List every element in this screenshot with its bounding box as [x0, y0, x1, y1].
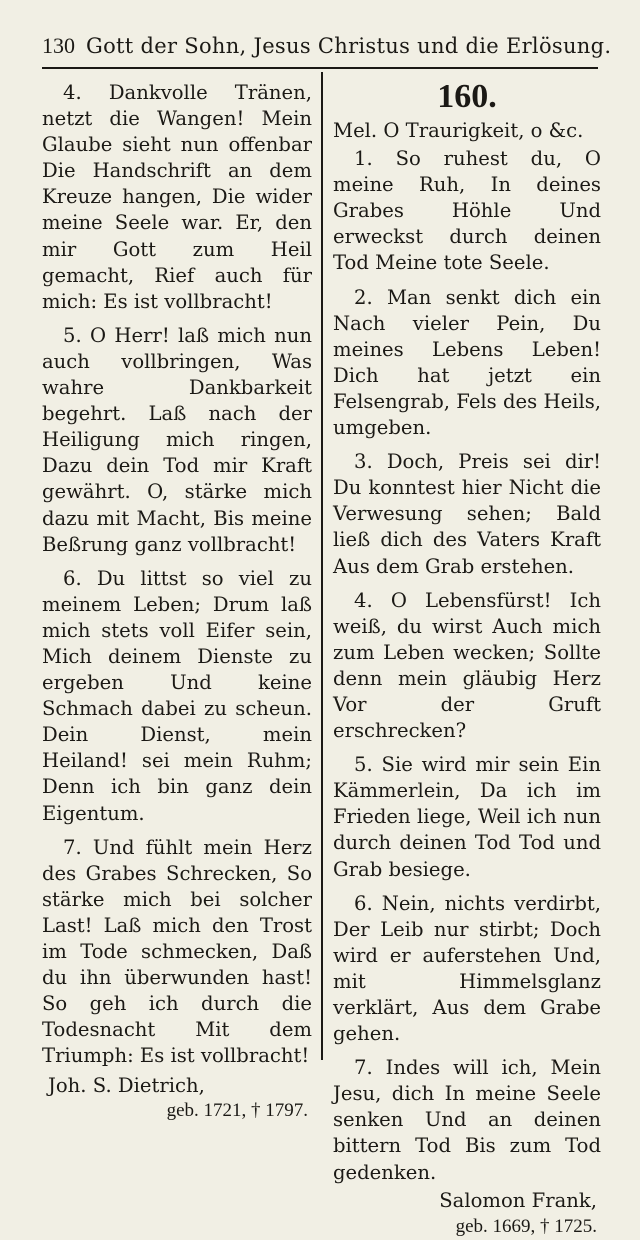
author-attribution [42, 1073, 312, 1123]
hymn-verse-2: 2. Man senkt dich ein Nach vieler Pein, Du meines Lebens Leben! Dich hat jetzt ein Felsengrab, Fels des Heils, umgeben. [333, 285, 601, 440]
hymn-attribution [333, 1186, 601, 1240]
header-rule [42, 67, 598, 69]
verse-7: 7. Und fühlt mein Herz des Grabes Schrecken, So stärke mich bei solcher Last! Laß mich den Trost im Tode schmecken, Daß du ihn überwunden hast! So geh ich durch die Todesnacht Mit dem Triumph: Es ist vollbracht! [42, 835, 312, 1068]
author-dates: geb. 1721, † 1797. [166, 1100, 308, 1122]
hymn-verse-6: 6. Nein, nichts verdirbt, Der Leib nur stirbt; Doch wird er auferstehen Und, mit Himmelsglanz verklärt, Aus dem Grabe gehen. [333, 891, 601, 1046]
verse-6: 6. Du littst so viel zu meinem Leben; Drum laß mich stets voll Eifer sein, Mich deinem Dienste zu ergeben Und keine Schmach dabei zu scheun. Dein Dienst, mein Heiland! sei mein Ruhm; Denn ich bin ganz dein Eigentum. [42, 566, 312, 825]
hymn-verse-4: 4. O Lebensfürst! Ich weiß, du wirst Auch mich zum Leben wecken; Sollte denn mein gläubig Herz Vor der Gruft erschrecken? [333, 588, 601, 743]
author-name: Joh. S. Dietrich, [48, 1074, 205, 1098]
page-number: 130 [42, 33, 75, 58]
left-column [42, 80, 312, 1123]
hymn-number: 160. [437, 78, 497, 115]
page-header [42, 30, 612, 62]
hymn-verse-1: 1. So ruhest du, O meine Ruh, In deines Grabes Höhle Und erweckst durch deinen Tod Meine tote Seele. [333, 147, 601, 275]
hymn-author-name: Salomon Frank, [439, 1188, 597, 1212]
verse-5: 5. O Herr! laß mich nun auch vollbringen, Was wahre Dankbarkeit begehrt. Laß nach der Heiligung mich ringen, Dazu dein Tod mir Kraft gewährt. O, stärke mich dazu mit Macht, Bis meine Beßrung ganz vollbracht! [42, 323, 312, 556]
verse-4: 4. Dankvolle Tränen, netzt die Wangen! Mein Glaube sieht nun offenbar Die Handschrift an dem Kreuze hangen, Die wider meine Seele war. Er, den mir Gott zum Heil gemacht, Rief auch für mich: Es ist vollbracht! [42, 81, 312, 313]
running-title: Gott der Sohn, Jesus Christus und die Erlösung. [86, 34, 612, 58]
column-divider [321, 72, 323, 1060]
melody-line: Mel. O Traurigkeit, o &c. [333, 119, 584, 142]
hymn-author-dates: geb. 1669, † 1725. [455, 1215, 597, 1237]
right-column [333, 80, 601, 1240]
hymn-verse-3: 3. Doch, Preis sei dir! Du konntest hier Nicht die Verwesung sehen; Bald ließ dich des Vaters Kraft Aus dem Grab erstehen. [333, 450, 601, 578]
hymn-verse-5: 5. Sie wird mir sein Ein Kämmerlein, Da ich im Frieden liege, Weil ich nun durch deinen Tod Tod und Grab besiege. [333, 753, 601, 881]
hymn-verse-7: 7. Indes will ich, Mein Jesu, dich In meine Seele senken Und an deinen bittern Tod Bis zum Tod gedenken. [333, 1056, 601, 1184]
